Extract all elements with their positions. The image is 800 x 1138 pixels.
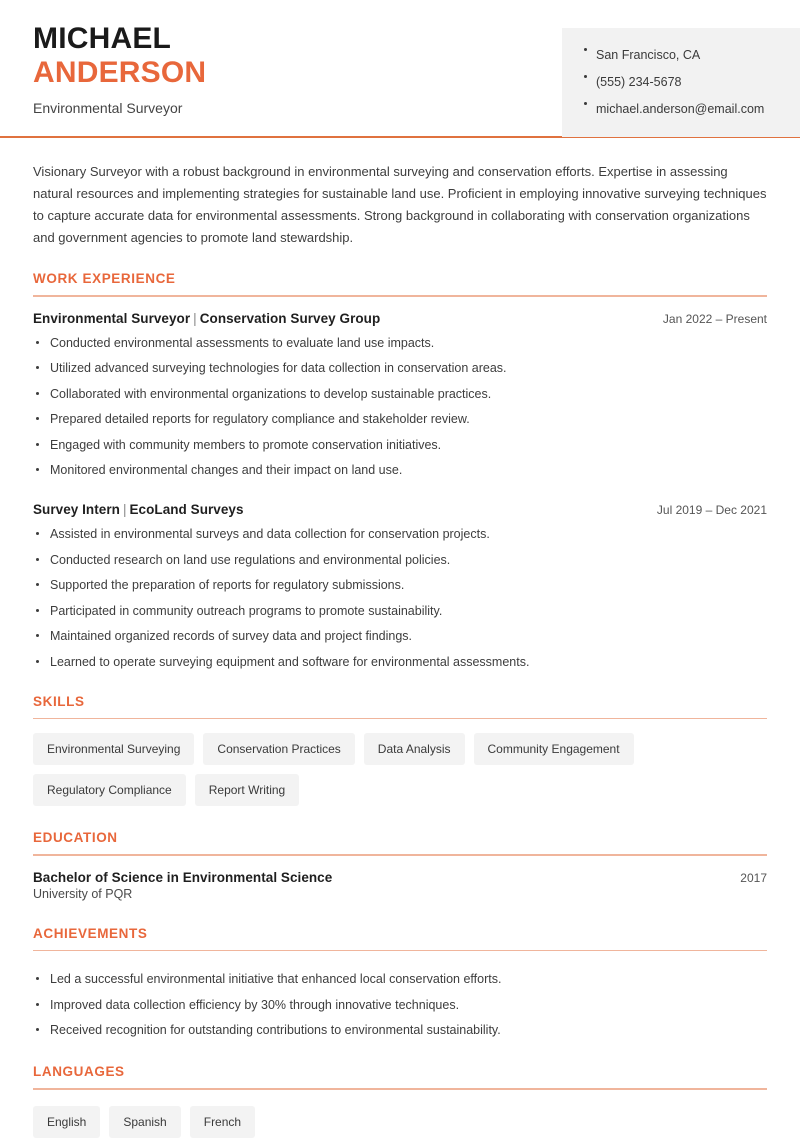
bullet-item: Collaborated with environmental organizations to develop sustainable practices. xyxy=(33,386,767,402)
bullet-item: Conducted environmental assessments to evaluate land use impacts. xyxy=(33,335,767,351)
bullet-item: Monitored environmental changes and their impact on land use. xyxy=(33,462,767,478)
bullet-item: Assisted in environmental surveys and data collection for conservation projects. xyxy=(33,526,767,542)
work-entry-header xyxy=(33,502,767,517)
education-institution: University of PQR xyxy=(33,886,133,901)
achievements-bullets xyxy=(33,971,767,1038)
section-title-education: EDUCATION xyxy=(33,830,118,845)
contact-phone[interactable]: (555) 234-5678 xyxy=(584,69,800,96)
work-entry-title xyxy=(33,502,244,517)
section-title-languages: LANGUAGES xyxy=(33,1064,125,1079)
section-divider xyxy=(33,718,767,720)
education-entry-header xyxy=(33,870,767,885)
education-date: 2017 xyxy=(740,870,767,885)
work-entry-bullets xyxy=(33,526,767,670)
skill-chip: Environmental Surveying xyxy=(33,733,194,765)
bullet-item: Engaged with community members to promote conservation initiatives. xyxy=(33,437,767,453)
bullet-item: Led a successful environmental initiative that enhanced local conservation efforts. xyxy=(33,971,767,987)
bullet-item: Received recognition for outstanding contributions to environmental sustainability. xyxy=(33,1022,767,1038)
work-entry-bullets xyxy=(33,335,767,479)
skill-chip: Data Analysis xyxy=(364,733,465,765)
section-education xyxy=(33,806,767,901)
section-divider xyxy=(33,1088,767,1090)
title-separator: | xyxy=(122,502,127,517)
section-divider xyxy=(33,295,767,297)
bullet-item: Conducted research on land use regulations and environmental policies. xyxy=(33,552,767,568)
section-work-experience xyxy=(33,253,767,670)
first-name: MICHAEL xyxy=(33,22,172,55)
skills-chip-list xyxy=(33,733,767,806)
section-divider xyxy=(33,854,767,856)
bullet-item: Prepared detailed reports for regulatory compliance and stakeholder review. xyxy=(33,411,767,427)
bullet-item: Improved data collection efficiency by 30% through innovative techniques. xyxy=(33,997,767,1013)
education-entry xyxy=(33,870,767,901)
language-chip: English xyxy=(33,1106,100,1138)
resume-header xyxy=(0,0,800,136)
section-languages xyxy=(33,1038,767,1138)
section-title-achievements: ACHIEVEMENTS xyxy=(33,925,148,941)
section-title-work-experience: WORK EXPERIENCE xyxy=(33,271,176,286)
work-entry-role: Environmental Surveyor xyxy=(33,310,191,326)
skill-chip: Community Engagement xyxy=(474,733,634,765)
section-skills xyxy=(33,670,767,807)
bullet-item: Learned to operate surveying equipment and software for environmental assessments. xyxy=(33,654,767,670)
contact-location[interactable]: San Francisco, CA xyxy=(584,42,800,69)
section-achievements xyxy=(33,901,767,1039)
work-entry-company: EcoLand Surveys xyxy=(129,502,244,517)
contact-box xyxy=(562,28,800,137)
work-entry-header xyxy=(33,311,767,326)
work-entry xyxy=(33,311,767,479)
title-separator: | xyxy=(193,310,197,326)
bullet-item: Participated in community outreach programs to promote sustainability. xyxy=(33,603,767,619)
work-entry-date: Jul 2019 – Dec 2021 xyxy=(656,503,767,517)
work-entry-role: Survey Intern xyxy=(33,502,120,517)
contact-email[interactable]: michael.anderson@email.com xyxy=(584,96,800,123)
skill-chip: Conservation Practices xyxy=(203,733,354,765)
skill-chip: Regulatory Compliance xyxy=(33,774,186,806)
resume-content xyxy=(0,138,800,1138)
work-entry-date: Jan 2022 – Present xyxy=(662,311,767,326)
language-chip: Spanish xyxy=(109,1106,180,1138)
languages-chip-list xyxy=(33,1106,767,1138)
header-identity xyxy=(0,0,206,117)
bullet-item: Maintained organized records of survey data and project findings. xyxy=(33,628,767,644)
bullet-item: Utilized advanced surveying technologies for data collection in conservation areas. xyxy=(33,360,767,376)
work-entry xyxy=(33,502,767,670)
last-name: ANDERSON xyxy=(33,56,207,89)
bullet-item: Supported the preparation of reports for regulatory submissions. xyxy=(33,577,767,593)
education-degree: Bachelor of Science in Environmental Science xyxy=(33,869,333,885)
header-job-title: Environmental Surveyor xyxy=(33,100,183,116)
language-chip: French xyxy=(190,1106,255,1138)
work-entry-company: Conservation Survey Group xyxy=(199,310,381,326)
skill-chip: Report Writing xyxy=(195,774,299,806)
section-divider xyxy=(33,950,767,952)
professional-summary: Visionary Surveyor with a robust background in environmental surveying and conservation efforts. Expertise in assessing natural resources and implementing strategies for sustainable land use. Proficient in employing innovative surveying techniques to capture accurate data for environmental assessments. Strong background in collaborating with conservation organizations and government agencies to promote land stewardship. xyxy=(33,164,767,245)
section-title-skills: SKILLS xyxy=(33,693,85,709)
work-entry-title xyxy=(33,311,380,326)
